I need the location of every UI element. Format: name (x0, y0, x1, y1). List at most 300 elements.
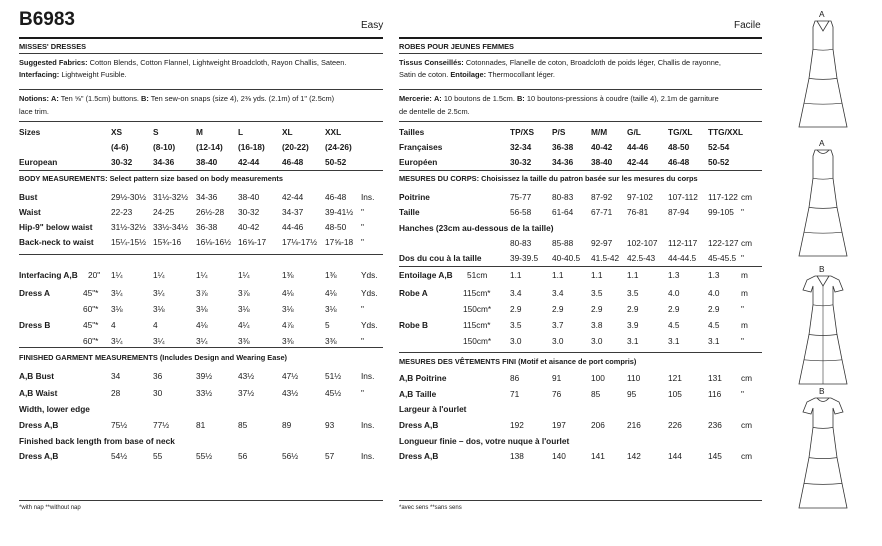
unit-label: cm (741, 238, 753, 248)
view-label: B (819, 264, 825, 274)
size-label: M (196, 127, 203, 137)
size-range: (8-10) (153, 142, 176, 152)
table-cell: 3¼ (196, 336, 208, 346)
table-cell: 28 (111, 388, 121, 398)
divider (399, 37, 762, 39)
subheading: Width, lower edge (19, 404, 90, 414)
size-range: (24-26) (325, 142, 352, 152)
table-cell: 43½ (238, 371, 255, 381)
interfacing-line (19, 70, 127, 79)
body-measurements-heading: BODY MEASUREMENTS: Select pattern size based on body measurements (19, 174, 283, 183)
table-cell: 3⅛ (282, 304, 294, 314)
unit-label: Ins. (361, 451, 375, 461)
table-cell: 16⅛-16½ (196, 237, 232, 247)
notions-label: Notions: (19, 94, 49, 103)
notions-b-text-fr: 10 boutons-pressions à coudre (taille 4), 2.1m de garniture (526, 94, 719, 103)
table-cell: 3⅛ (238, 304, 250, 314)
table-cell: 54½ (111, 451, 128, 461)
divider (399, 500, 762, 501)
table-cell: 1.1 (591, 270, 603, 280)
notions-b-text: Ten sew-on snaps (size 4), 2⅜ yds. (2.1m) of 1" (2.5cm) (150, 94, 335, 103)
table-cell: 3¼ (111, 336, 123, 346)
size-european: 50-52 (708, 157, 730, 167)
table-cell: 121 (668, 373, 682, 383)
table-cell: 45½ (325, 388, 342, 398)
fabric-width: 60"* (83, 304, 99, 314)
size-french: 52-54 (708, 142, 730, 152)
table-cell: 1.3 (708, 270, 720, 280)
unit-label: " (741, 207, 744, 217)
table-cell: 3.0 (591, 336, 603, 346)
table-cell: 1.1 (627, 270, 639, 280)
unit-label: " (741, 253, 744, 263)
table-cell: 102-107 (627, 238, 658, 248)
divider (399, 266, 762, 267)
size-range: (20-22) (282, 142, 309, 152)
fabrics-line-fr (399, 58, 721, 67)
table-cell: 4⅛ (282, 288, 294, 298)
table-cell: 15¼-15½ (111, 237, 147, 247)
finished-heading: FINISHED GARMENT MEASUREMENTS (Includes Design and Wearing Ease) (19, 353, 288, 362)
table-cell: 55 (153, 451, 163, 461)
table-cell: 3¼ (111, 288, 123, 298)
fabric-width: 45"* (83, 320, 99, 330)
hip-label-fr: Hanches (23cm au-dessous de la taille) (399, 223, 554, 233)
fabric-width: 150cm* (463, 336, 492, 346)
row-label: Bust (19, 192, 38, 202)
table-cell: 3.4 (510, 288, 522, 298)
size-label: P/S (552, 127, 566, 137)
table-cell: 30-32 (238, 207, 260, 217)
table-cell: 87-94 (668, 207, 690, 217)
table-cell: 2.9 (627, 304, 639, 314)
fabric-width: 45"* (83, 288, 99, 298)
table-cell: 3.7 (552, 320, 564, 330)
table-cell: 34-36 (196, 192, 218, 202)
divider (19, 500, 383, 501)
table-cell: 26½-28 (196, 207, 225, 217)
row-label: Entoilage A,B (399, 270, 453, 280)
notions-a: A: (51, 94, 59, 103)
footnote: *with nap **without nap (19, 505, 81, 511)
back-label-fr: Dos du cou à la taille (399, 253, 482, 263)
notions-line-2: lace trim. (19, 107, 49, 116)
size-label: S (153, 127, 159, 137)
size-label: M/M (591, 127, 608, 137)
notions-a-text: Ten ⅝" (1.5cm) buttons. (60, 94, 139, 103)
table-cell: 75½ (111, 420, 128, 430)
table-cell: 145 (708, 451, 722, 461)
fabrics-line (19, 58, 346, 67)
unit-label: Ins. (361, 371, 375, 381)
row-label: Dress A (19, 288, 51, 298)
table-cell: 44-44.5 (668, 253, 697, 263)
unit-label: m (741, 320, 748, 330)
divider (19, 254, 383, 255)
row-label: Dress A,B (19, 420, 59, 430)
table-cell: 80-83 (510, 238, 532, 248)
table-cell: 39-41½ (325, 207, 354, 217)
table-cell: 40-40.5 (552, 253, 581, 263)
table-cell: 2.9 (708, 304, 720, 314)
table-cell: 43½ (282, 388, 299, 398)
fabric-width: 51cm (467, 270, 488, 280)
row-label: Dress A,B (399, 451, 439, 461)
body-measurements-heading-fr: MESURES DU CORPS: Choisissez la taille du patron basée sur les mesures du corps (399, 174, 698, 183)
table-cell: 39-39.5 (510, 253, 539, 263)
table-cell: 117-122 (708, 192, 738, 202)
table-cell: 67-71 (591, 207, 613, 217)
table-cell: 3.1 (668, 336, 680, 346)
fabric-width: 115cm* (463, 320, 491, 330)
table-cell: 81 (196, 420, 206, 430)
difficulty-level-fr: Facile (734, 20, 761, 31)
table-cell: 2.9 (552, 304, 564, 314)
size-european: 46-48 (668, 157, 690, 167)
unit-label: cm (741, 451, 753, 461)
fabric-width: 60"* (83, 336, 99, 346)
table-cell: 36-38 (196, 222, 218, 232)
interfacing-text: Lightweight Fusible. (61, 70, 127, 79)
divider (19, 170, 383, 171)
pattern-code: B6983 (19, 9, 75, 30)
table-cell: 100 (591, 373, 605, 383)
table-cell: 4⅛ (196, 320, 208, 330)
notions-line-fr (399, 94, 719, 103)
table-cell: 192 (510, 420, 524, 430)
table-cell: 31½-32½ (153, 192, 189, 202)
unit-label: cm (741, 373, 753, 383)
table-cell: 36 (153, 371, 163, 381)
divider (399, 89, 762, 90)
table-cell: 3¼ (153, 288, 165, 298)
table-cell: 4⅞ (282, 320, 294, 330)
section-title: MISSES' DRESSES (19, 42, 87, 51)
table-cell: 1⅜ (282, 270, 294, 280)
table-cell: 56-58 (510, 207, 532, 217)
table-cell: 2.9 (591, 304, 603, 314)
divider (19, 121, 383, 122)
size-french: 48-50 (668, 142, 690, 152)
table-cell: 56 (238, 451, 248, 461)
table-cell: 85 (591, 389, 601, 399)
table-cell: 57 (325, 451, 335, 461)
subheading: Longueur finie – dos, votre nuque à l'ourlet (399, 436, 570, 446)
table-cell: 3⅛ (111, 304, 123, 314)
table-cell: 3⅞ (238, 288, 250, 298)
table-cell: 131 (708, 373, 722, 383)
table-cell: 22-23 (111, 207, 133, 217)
unit-label: " (741, 389, 744, 399)
size-french: 44-46 (627, 142, 649, 152)
table-cell: 3¼ (153, 336, 165, 346)
divider (19, 347, 383, 348)
finished-heading-fr: MESURES DES VÊTEMENTS FINI (Motif et aisance de port compris) (399, 357, 637, 366)
interfacing-label-fr: Entoilage: (450, 70, 487, 79)
table-cell: 42.5-43 (627, 253, 656, 263)
table-cell: 122-127 (708, 238, 739, 248)
difficulty-level: Easy (361, 20, 384, 31)
table-cell: 34 (111, 371, 121, 381)
divider (19, 53, 383, 54)
notions-b-fr: B: (516, 94, 525, 103)
table-cell: 97-102 (627, 192, 653, 202)
table-cell: 3⅜ (282, 336, 294, 346)
unit-label: Ins. (361, 192, 375, 202)
size-french: 40-42 (591, 142, 613, 152)
notions-a-text-fr: 10 boutons de 1.5cm. (443, 94, 515, 103)
table-cell: 3.1 (708, 336, 720, 346)
table-cell: 40-42 (238, 222, 260, 232)
unit-label: " (361, 207, 364, 217)
row-label: Robe A (399, 288, 428, 298)
table-cell: 31½-32½ (111, 222, 147, 232)
table-cell: 206 (591, 420, 605, 430)
fabrics-text-2-fr: Satin de coton. (399, 70, 449, 79)
view-label: A (819, 138, 825, 148)
size-range: (16-18) (238, 142, 265, 152)
table-cell: 85-88 (552, 238, 574, 248)
size-label: TP/XS (510, 127, 534, 137)
table-cell: 3⅛ (153, 304, 165, 314)
size-french: 36-38 (552, 142, 574, 152)
dress-view-icon (793, 148, 853, 268)
size-european: 34-36 (552, 157, 574, 167)
table-cell: 110 (627, 373, 641, 383)
french-sizes-label: Françaises (399, 142, 443, 152)
size-range: (12-14) (196, 142, 223, 152)
table-cell: 92-97 (591, 238, 613, 248)
table-cell: 4 (153, 320, 158, 330)
unit-label: Yds. (361, 270, 378, 280)
fabrics-label: Suggested Fabrics: (19, 58, 88, 67)
table-cell: 45-45.5 (708, 253, 737, 263)
table-cell: 47½ (282, 371, 299, 381)
european-label: European (19, 157, 58, 167)
unit-label: " (741, 336, 744, 346)
table-cell: 3⅞ (196, 288, 208, 298)
unit-label: cm (741, 420, 753, 430)
size-range: (4-6) (111, 142, 129, 152)
row-label: Waist (19, 207, 41, 217)
european-label-fr: Européen (399, 157, 438, 167)
table-cell: 89 (282, 420, 292, 430)
notions-b: B: (141, 94, 149, 103)
table-cell: 216 (627, 420, 641, 430)
table-cell: 144 (668, 451, 682, 461)
table-cell: 61-64 (552, 207, 574, 217)
table-cell: 39½ (196, 371, 213, 381)
unit-label: Ins. (361, 420, 375, 430)
table-cell: 77½ (153, 420, 170, 430)
row-label: Back-neck to waist (19, 237, 94, 247)
table-cell: 1.1 (552, 270, 564, 280)
table-cell: 4⅛ (325, 288, 337, 298)
table-cell: 116 (708, 389, 722, 399)
table-cell: 15¾-16 (153, 237, 182, 247)
table-cell: 86 (510, 373, 520, 383)
table-cell: 56½ (282, 451, 299, 461)
fabrics-label-fr: Tissus Conseillés: (399, 58, 464, 67)
table-cell: 236 (708, 420, 722, 430)
unit-label: m (741, 270, 748, 280)
table-cell: 41.5-42 (591, 253, 620, 263)
table-cell: 42-44 (282, 192, 304, 202)
table-cell: 91 (552, 373, 562, 383)
table-cell: 3⅛ (325, 304, 337, 314)
table-cell: 3.8 (591, 320, 603, 330)
fabrics-line-2-fr (399, 70, 555, 79)
table-cell: 4.0 (668, 288, 680, 298)
table-cell: 1⅜ (325, 270, 337, 280)
notions-label-fr: Mercerie: (399, 94, 432, 103)
unit-label: " (741, 304, 744, 314)
size-european: 38-40 (196, 157, 218, 167)
table-cell: 93 (325, 420, 335, 430)
fabric-width: 150cm* (463, 304, 492, 314)
table-cell: 1.3 (668, 270, 680, 280)
dress-view-icon (793, 396, 853, 520)
section-title-fr: ROBES POUR JEUNES FEMMES (399, 42, 514, 51)
unit-label: " (361, 304, 364, 314)
unit-label: cm (741, 192, 753, 202)
table-cell: 3⅛ (196, 304, 208, 314)
table-cell: 142 (627, 451, 641, 461)
table-cell: 34-37 (282, 207, 304, 217)
table-cell: 80-83 (552, 192, 574, 202)
table-cell: 55½ (196, 451, 213, 461)
table-cell: 105 (668, 389, 682, 399)
size-label: G/L (627, 127, 641, 137)
table-cell: 24-25 (153, 207, 175, 217)
notions-line-2-fr: de dentelle de 2.5cm. (399, 107, 470, 116)
table-cell: 75-77 (510, 192, 532, 202)
table-cell: 226 (668, 420, 682, 430)
size-european: 42-44 (238, 157, 260, 167)
size-european: 50-52 (325, 157, 347, 167)
table-cell: 95 (627, 389, 637, 399)
table-cell: 71 (510, 389, 520, 399)
fabric-width: 115cm* (463, 288, 491, 298)
table-cell: 4¼ (238, 320, 250, 330)
fabrics-text: Cotton Blends, Cotton Flannel, Lightweight Broadcloth, Rayon Challis, Sateen. (89, 58, 347, 67)
row-label: Taille (399, 207, 420, 217)
table-cell: 44-46 (282, 222, 304, 232)
row-label: A,B Taille (399, 389, 437, 399)
sizes-label: Sizes (19, 127, 41, 137)
divider (19, 37, 383, 39)
row-label: Interfacing A,B (19, 270, 78, 280)
table-cell: 33½ (196, 388, 213, 398)
row-label: Dress A,B (19, 451, 59, 461)
size-european: 30-32 (111, 157, 133, 167)
table-cell: 76 (552, 389, 562, 399)
unit-label: " (361, 222, 364, 232)
size-label: XXL (325, 127, 342, 137)
table-cell: 17⅛-17½ (282, 237, 318, 247)
divider (399, 352, 762, 353)
row-label: A,B Bust (19, 371, 55, 381)
table-cell: 37½ (238, 388, 255, 398)
size-label: TTG/XXL (708, 127, 744, 137)
table-cell: 140 (552, 451, 566, 461)
table-cell: 197 (552, 420, 566, 430)
size-european: 34-36 (153, 157, 175, 167)
table-cell: 141 (591, 451, 605, 461)
table-cell: 76-81 (627, 207, 649, 217)
divider (19, 89, 383, 90)
divider (399, 170, 762, 171)
table-cell: 4.5 (668, 320, 680, 330)
table-cell: 51½ (325, 371, 342, 381)
interfacing-label: Interfacing: (19, 70, 60, 79)
size-label: TG/XL (668, 127, 693, 137)
footnote-fr: *avec sens **sans sens (399, 505, 462, 511)
table-cell: 4 (111, 320, 116, 330)
table-cell: 3.4 (552, 288, 564, 298)
table-cell: 112-117 (668, 238, 698, 248)
size-label: XS (111, 127, 123, 137)
row-label: Robe B (399, 320, 429, 330)
unit-label: m (741, 288, 748, 298)
table-cell: 48-50 (325, 222, 347, 232)
table-cell: 3.0 (552, 336, 564, 346)
interfacing-text-fr: Thermocollant léger. (488, 70, 555, 79)
divider (399, 121, 762, 122)
table-cell: 1¼ (111, 270, 123, 280)
table-cell: 1.1 (510, 270, 522, 280)
size-european: 42-44 (627, 157, 649, 167)
view-label: A (819, 9, 825, 19)
row-label: Dress B (19, 320, 51, 330)
table-cell: 3.9 (627, 320, 639, 330)
notions-line (19, 94, 334, 103)
table-cell: 17⅝-18 (325, 237, 354, 247)
row-label: Hip-9" below waist (19, 222, 93, 232)
row-label: A,B Waist (19, 388, 58, 398)
unit-label: " (361, 388, 364, 398)
table-cell: 4.0 (708, 288, 720, 298)
view-label: B (819, 386, 825, 396)
table-cell: 2.9 (510, 304, 522, 314)
table-cell: 138 (510, 451, 524, 461)
unit-label: Yds. (361, 288, 378, 298)
size-european: 38-40 (591, 157, 613, 167)
table-cell: 1¼ (238, 270, 250, 280)
table-cell: 29½-30½ (111, 192, 147, 202)
table-cell: 107-112 (668, 192, 698, 202)
unit-label: " (361, 336, 364, 346)
table-cell: 38-40 (238, 192, 260, 202)
row-label: A,B Poitrine (399, 373, 447, 383)
table-cell: 85 (238, 420, 248, 430)
size-french: 32-34 (510, 142, 532, 152)
fabric-width: 20" (88, 270, 101, 280)
subheading: Finished back length from base of neck (19, 436, 175, 446)
table-cell: 3.5 (591, 288, 603, 298)
row-label: Poitrine (399, 192, 430, 202)
table-cell: 30 (153, 388, 163, 398)
size-label: XL (282, 127, 293, 137)
table-cell: 1¼ (153, 270, 165, 280)
table-cell: 3.1 (627, 336, 639, 346)
size-european: 30-32 (510, 157, 532, 167)
unit-label: " (361, 237, 364, 247)
table-cell: 2.9 (668, 304, 680, 314)
dress-view-icon (793, 274, 853, 396)
table-cell: 16⅝-17 (238, 237, 267, 247)
table-cell: 33½-34½ (153, 222, 189, 232)
